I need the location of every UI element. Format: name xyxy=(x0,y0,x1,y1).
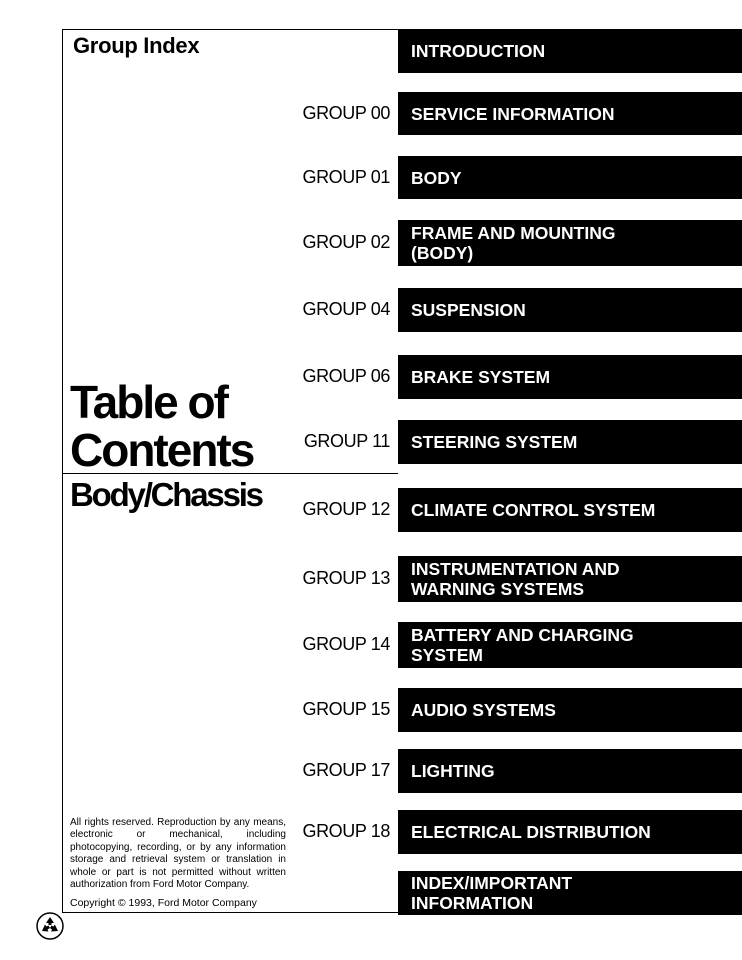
toc-entry xyxy=(0,688,742,732)
group-number: GROUP 00 xyxy=(302,103,390,123)
group-number: GROUP 04 xyxy=(302,299,390,319)
toc-entry xyxy=(0,749,742,793)
toc-entry xyxy=(0,622,742,668)
group-number: GROUP 06 xyxy=(302,366,390,386)
group-number: GROUP 14 xyxy=(302,634,390,654)
section-tab[interactable]: INDEX/IMPORTANT INFORMATION xyxy=(398,871,742,915)
toc-entry xyxy=(0,92,742,135)
group-number: GROUP 11 xyxy=(303,431,390,451)
title-line-1: Table of xyxy=(70,376,227,428)
section-tab[interactable]: INSTRUMENTATION AND WARNING SYSTEMS xyxy=(398,556,742,602)
section-tab[interactable]: BODY xyxy=(398,156,742,199)
group-number: GROUP 15 xyxy=(302,699,390,719)
group-number: GROUP 17 xyxy=(302,760,390,780)
toc-entry xyxy=(0,810,742,854)
toc-entry xyxy=(0,156,742,199)
toc-entry xyxy=(0,488,742,532)
rights-notice: All rights reserved. Reproduction by any means, electronic or mechanical, including photocopying, recording, or by any information storage and retrieval system or translation in whole or part is not permitted without written authorization from Ford Motor Company. xyxy=(70,817,286,891)
group-number: GROUP 01 xyxy=(302,167,390,187)
recycle-icon xyxy=(36,912,64,940)
page-subtitle: Body/Chassis xyxy=(70,476,262,513)
group-number: GROUP 18 xyxy=(302,821,390,841)
group-number: GROUP 12 xyxy=(302,499,390,519)
toc-entry xyxy=(0,556,742,602)
section-tab[interactable]: CLIMATE CONTROL SYSTEM xyxy=(398,488,742,532)
section-tab[interactable]: LIGHTING xyxy=(398,749,742,793)
copyright-notice: Copyright © 1993, Ford Motor Company xyxy=(70,897,257,909)
section-tab[interactable]: BATTERY AND CHARGING SYSTEM xyxy=(398,622,742,668)
toc-entry xyxy=(0,420,742,464)
section-tab[interactable]: INTRODUCTION xyxy=(398,29,742,73)
toc-entry xyxy=(0,220,742,266)
section-tab[interactable]: SERVICE INFORMATION xyxy=(398,92,742,135)
group-number: GROUP 13 xyxy=(302,568,390,588)
section-tab[interactable]: BRAKE SYSTEM xyxy=(398,355,742,399)
section-tab[interactable]: FRAME AND MOUNTING (BODY) xyxy=(398,220,742,266)
toc-entry xyxy=(0,355,742,399)
title-line-2: Contents xyxy=(70,424,254,476)
toc-entry xyxy=(0,29,742,73)
toc-entry xyxy=(0,871,742,915)
section-tab[interactable]: ELECTRICAL DISTRIBUTION xyxy=(398,810,742,854)
group-number: GROUP 02 xyxy=(302,232,390,252)
section-tab[interactable]: SUSPENSION xyxy=(398,288,742,332)
toc-entry xyxy=(0,288,742,332)
section-tab[interactable]: STEERING SYSTEM xyxy=(398,420,742,464)
section-tab[interactable]: AUDIO SYSTEMS xyxy=(398,688,742,732)
group-index-heading: Group Index xyxy=(73,33,200,58)
